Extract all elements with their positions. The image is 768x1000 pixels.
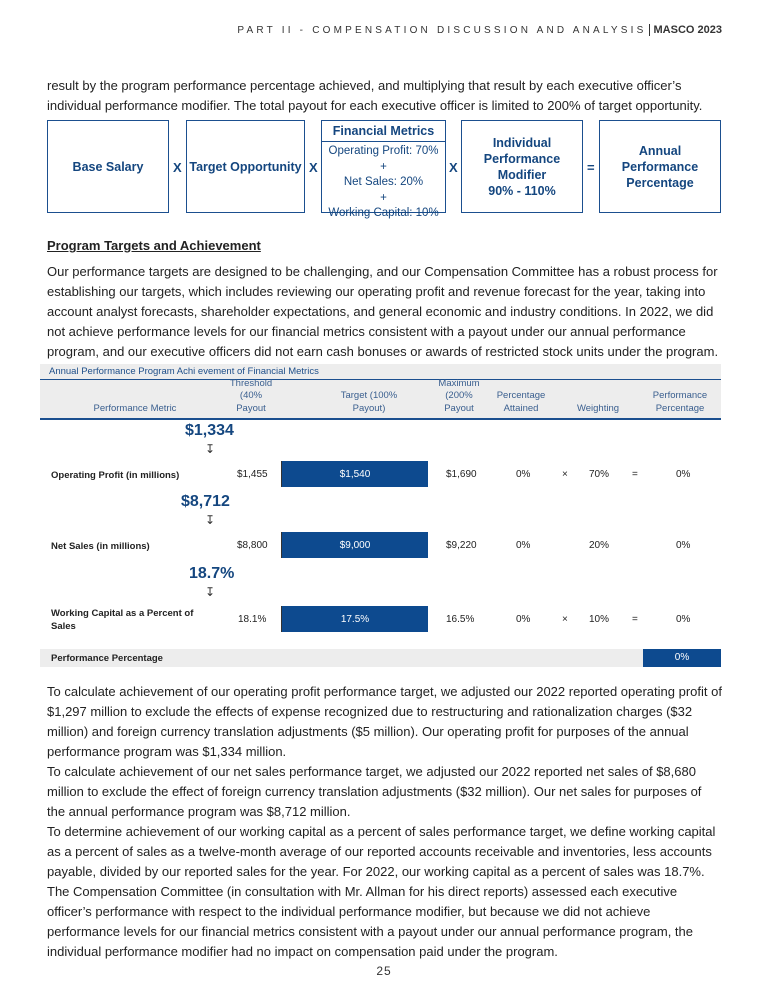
multiply-operator: X (309, 160, 318, 175)
table-header (40, 377, 721, 420)
individual-modifier-range: 90% - 110% (488, 183, 556, 198)
header-performance: Performance Percentage (652, 390, 708, 414)
multiply-operator: X (173, 160, 182, 175)
target-bar: $9,000 (281, 532, 428, 558)
maximum-value: 16.5% (446, 614, 475, 625)
base-salary-box: Base Salary (47, 120, 169, 213)
paragraph: To calculate achievement of our net sales performance target, we adjusted our 2022 reported net sales of $8,680 million to exclude the effect of foreign currency translation adjustments ($32 million). Our net sales for purposes of the annual performance program was $8,712 million. (47, 764, 702, 819)
weighting-value: 70% (589, 469, 610, 480)
threshold-value: $1,455 (237, 469, 268, 480)
metric-line: + (380, 191, 387, 204)
annual-performance-box: Annual Performance Percentage (599, 120, 721, 213)
target-bar: $1,540 (281, 461, 428, 487)
metric-line: Working Capital: 10% (328, 207, 439, 219)
page-number: 25 (376, 964, 392, 978)
weighting-value: 20% (589, 540, 610, 551)
performance-value: 0% (676, 540, 691, 551)
arrow-down-icon: ↧ (205, 513, 216, 527)
maximum-value: $9,220 (446, 540, 477, 551)
equals-sign: = (632, 614, 638, 625)
paragraph: To calculate achievement of our operating profit performance target, we adjusted our 2022 reported operating profit of $1,297 million to exclude the effects of expense recognized due to restructuring and rationalization charges ($32 million) and foreign currency translation adjustments ($5 million). Our operating profit for purposes of the annual performance program was $1,334 million. (47, 684, 722, 759)
brand: MASCO 2023 (649, 24, 722, 36)
section-heading: Program Targets and Achievement (47, 238, 261, 253)
total-value: 0% (643, 649, 721, 667)
attained-value: 0% (516, 540, 531, 551)
table-title: Annual Performance Program Achi evement of Financial Metrics (40, 364, 721, 380)
equals-operator: = (587, 160, 595, 175)
metric-line: Net Sales: 20% (343, 176, 424, 188)
attained-value: 0% (516, 469, 531, 480)
metric-label: Net Sales (in millions) (51, 541, 150, 552)
performance-value: 0% (676, 614, 691, 625)
individual-modifier-label: Individual Performance Modifier (483, 135, 561, 182)
intro-paragraph: result by the program performance percentage achieved, and multiplying that result by each executive officer’s individual performance modifier. The total payout for each executive officer is limited to 200% of target opportunity. (47, 78, 703, 113)
multiply-operator: X (449, 160, 458, 175)
target-opportunity-box: Target Opportunity (186, 120, 305, 213)
metric-label: Operating Profit (in millions) (51, 470, 180, 481)
section-paragraph: Our performance targets are designed to be challenging, and our Compensation Committee has a robust process for establishing our targets, which includes reviewing our operating profit and revenue forecast for the year, taking into account analyst forecasts, shareholder expectations, and general economic and industry conditions. In 2022, we did not achieve performance levels for our financial metrics consistent with a payout under our annual performance program, and our executive officers did not earn cash bonuses or awards of restricted stock units under the program. (47, 264, 719, 359)
header-weighting: Weighting (576, 402, 620, 414)
maximum-value: $1,690 (446, 469, 477, 480)
times-sign: × (562, 614, 568, 625)
actual-value: 18.7% (189, 565, 235, 582)
paragraph: The Compensation Committee (in consultation with Mr. Allman for his direct reports) assessed each executive officer’s performance with respect to the individual performance modifier, but because we did not achieve performance levels for our financial metrics consistent with a payout under our annual performance program, the individual performance modifier had no impact on compensation paid under the program. (47, 884, 693, 959)
header-threshold: Threshold (40% Payout (229, 377, 273, 414)
arrow-down-icon: ↧ (205, 442, 216, 456)
actual-value: $8,712 (181, 493, 230, 510)
actual-value: $1,334 (185, 422, 234, 439)
threshold-value: $8,800 (237, 540, 268, 551)
times-sign: × (562, 469, 568, 480)
paragraph: To determine achievement of our working capital as a percent of sales performance target, we define working capital as a percent of sales as a twelve-month average of our reported accounts receivable and inventories, less accounts payable, divided by our reported sales for the year. For 2022, our working capital as a percent of sales was 18.7%. (47, 824, 716, 879)
weighting-value: 10% (589, 614, 610, 625)
metric-line: Operating Profit: 70% (328, 145, 439, 157)
total-label: Performance Percentage (51, 653, 163, 664)
arrow-down-icon: ↧ (205, 585, 216, 599)
metric-label: Working Capital as a Percent of Sales (51, 608, 194, 632)
financial-metrics-title: Financial Metrics (322, 121, 445, 142)
header-metric: Performance Metric (93, 402, 177, 414)
section-title: PART II - COMPENSATION DISCUSSION AND ANALYSIS (237, 24, 647, 36)
equals-sign: = (632, 469, 638, 480)
target-bar: 17.5% (281, 606, 428, 632)
individual-modifier-box (461, 120, 583, 213)
header-maximum: Maximum (200% Payout (438, 377, 480, 414)
threshold-value: 18.1% (238, 614, 267, 625)
page-header (237, 24, 722, 36)
header-target: Target (100% Payout) (340, 390, 398, 414)
metric-line: + (380, 160, 387, 173)
performance-value: 0% (676, 469, 691, 480)
header-attained: Percentage Attained (496, 390, 546, 414)
attained-value: 0% (516, 614, 531, 625)
financial-metrics-box (321, 120, 446, 219)
